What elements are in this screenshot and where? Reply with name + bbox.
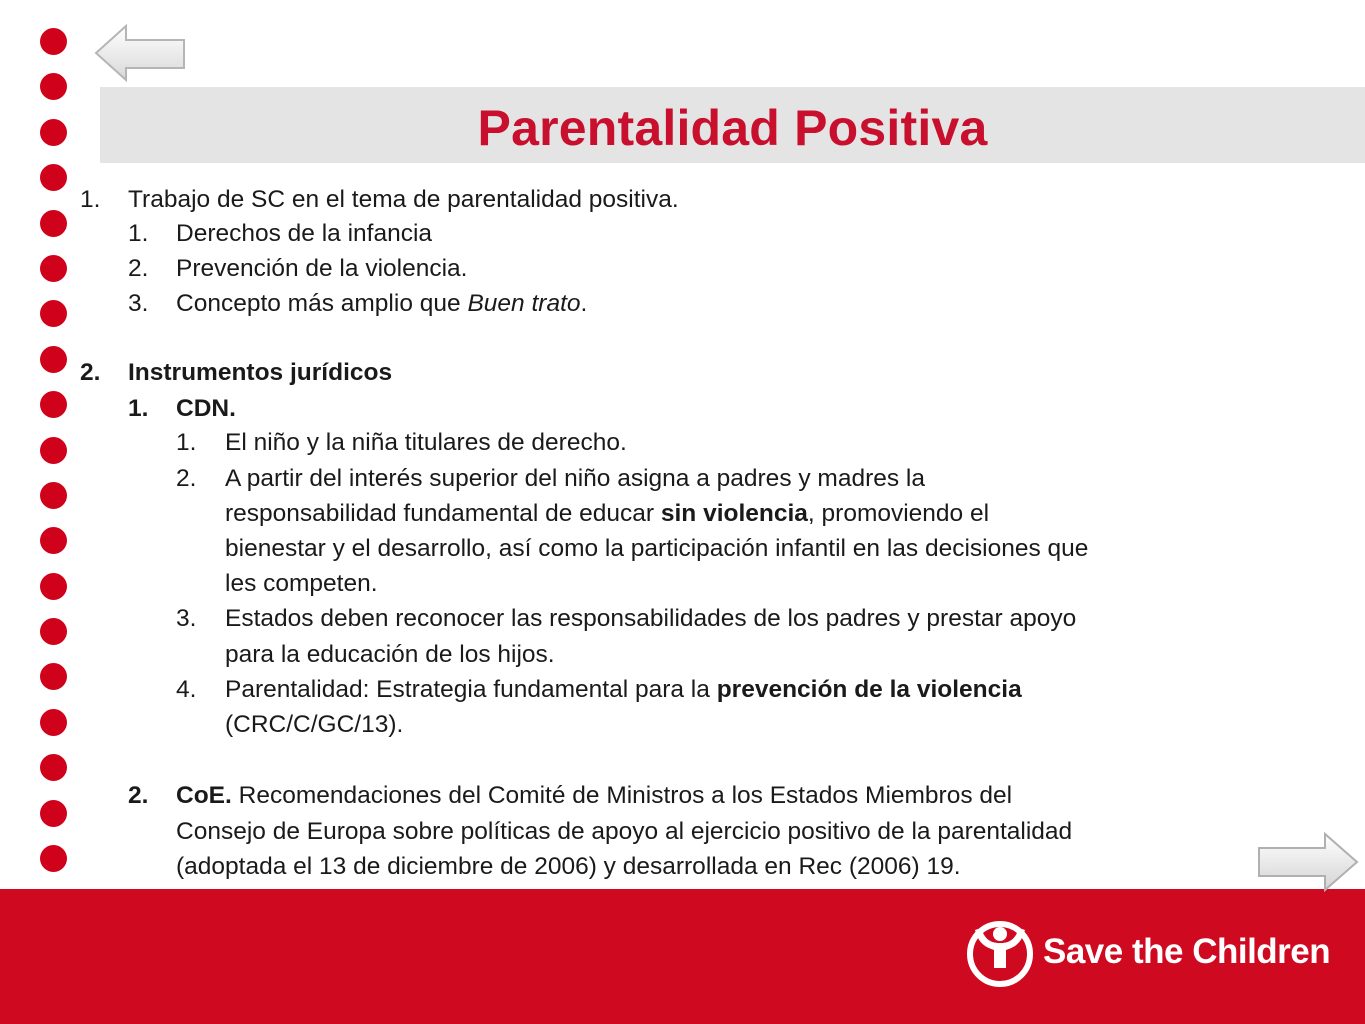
save-the-children-logo-icon <box>965 916 1035 988</box>
point-number: 4. <box>176 676 197 703</box>
decorative-dot <box>40 845 67 872</box>
point-number: 1. <box>176 429 197 456</box>
decorative-dot <box>40 164 67 191</box>
next-slide-button[interactable] <box>1255 830 1361 899</box>
decorative-dot <box>40 573 67 600</box>
sublist-item: Concepto más amplio que Buen trato. <box>176 290 588 317</box>
sublist-number: 1. <box>128 395 149 422</box>
previous-slide-button[interactable] <box>92 22 188 89</box>
sublist-number: 2. <box>128 782 149 809</box>
point-text: bienestar y el desarrollo, así como la participación infantil en las decisiones que <box>225 535 1089 562</box>
list-number: 1. <box>80 186 101 213</box>
arrow-right-icon <box>1255 830 1361 894</box>
decorative-dot <box>40 482 67 509</box>
point-text: A partir del interés superior del niño asigna a padres y madres la <box>225 465 925 492</box>
sublist-item: Consejo de Europa sobre políticas de apoyo al ejercicio positivo de la parentalidad <box>176 818 1073 845</box>
decorative-dots <box>40 28 68 890</box>
point-text: responsabilidad fundamental de educar sin violencia, promoviendo el <box>225 500 990 527</box>
sublist-item: CoE. Recomendaciones del Comité de Ministros a los Estados Miembros del <box>176 782 1013 809</box>
decorative-dot <box>40 663 67 690</box>
decorative-dot <box>40 709 67 736</box>
point-number: 2. <box>176 465 197 492</box>
point-text: (CRC/C/GC/13). <box>225 711 404 738</box>
decorative-dot <box>40 210 67 237</box>
point-text: Estados deben reconocer las responsabilidades de los padres y prestar apoyo <box>225 605 1077 632</box>
decorative-dot <box>40 300 67 327</box>
sublist-number: 1. <box>128 220 149 247</box>
title-bar <box>100 87 1365 163</box>
decorative-dot <box>40 391 67 418</box>
arrow-left-icon <box>92 22 188 84</box>
list-number: 2. <box>80 359 101 386</box>
list-item-heading: Instrumentos jurídicos <box>128 359 393 386</box>
list-item: Trabajo de SC en el tema de parentalidad positiva. <box>128 186 679 213</box>
decorative-dot <box>40 754 67 781</box>
point-text: El niño y la niña titulares de derecho. <box>225 429 627 456</box>
point-text: les competen. <box>225 570 378 597</box>
decorative-dot <box>40 527 67 554</box>
page-title: Parentalidad Positiva <box>477 100 988 156</box>
point-text: para la educación de los hijos. <box>225 641 555 668</box>
decorative-dot <box>40 800 67 827</box>
save-the-children-logo <box>965 916 1330 988</box>
decorative-dot <box>40 618 67 645</box>
decorative-dot <box>40 28 67 55</box>
sublist-heading: CDN. <box>176 395 236 422</box>
sublist-item: Prevención de la violencia. <box>176 255 468 282</box>
decorative-dot <box>40 437 67 464</box>
sublist-number: 2. <box>128 255 149 282</box>
decorative-dot <box>40 255 67 282</box>
decorative-dot <box>40 119 67 146</box>
sublist-item: Derechos de la infancia <box>176 220 433 247</box>
decorative-dot <box>40 73 67 100</box>
decorative-dot <box>40 346 67 373</box>
point-text: Parentalidad: Estrategia fundamental para la prevención de la violencia <box>225 676 1022 703</box>
point-number: 3. <box>176 605 197 632</box>
sublist-number: 3. <box>128 290 149 317</box>
sublist-item: (adoptada el 13 de diciembre de 2006) y desarrollada en Rec (2006) 19. <box>176 853 961 880</box>
logo-text: Save the Children <box>1043 932 1331 971</box>
